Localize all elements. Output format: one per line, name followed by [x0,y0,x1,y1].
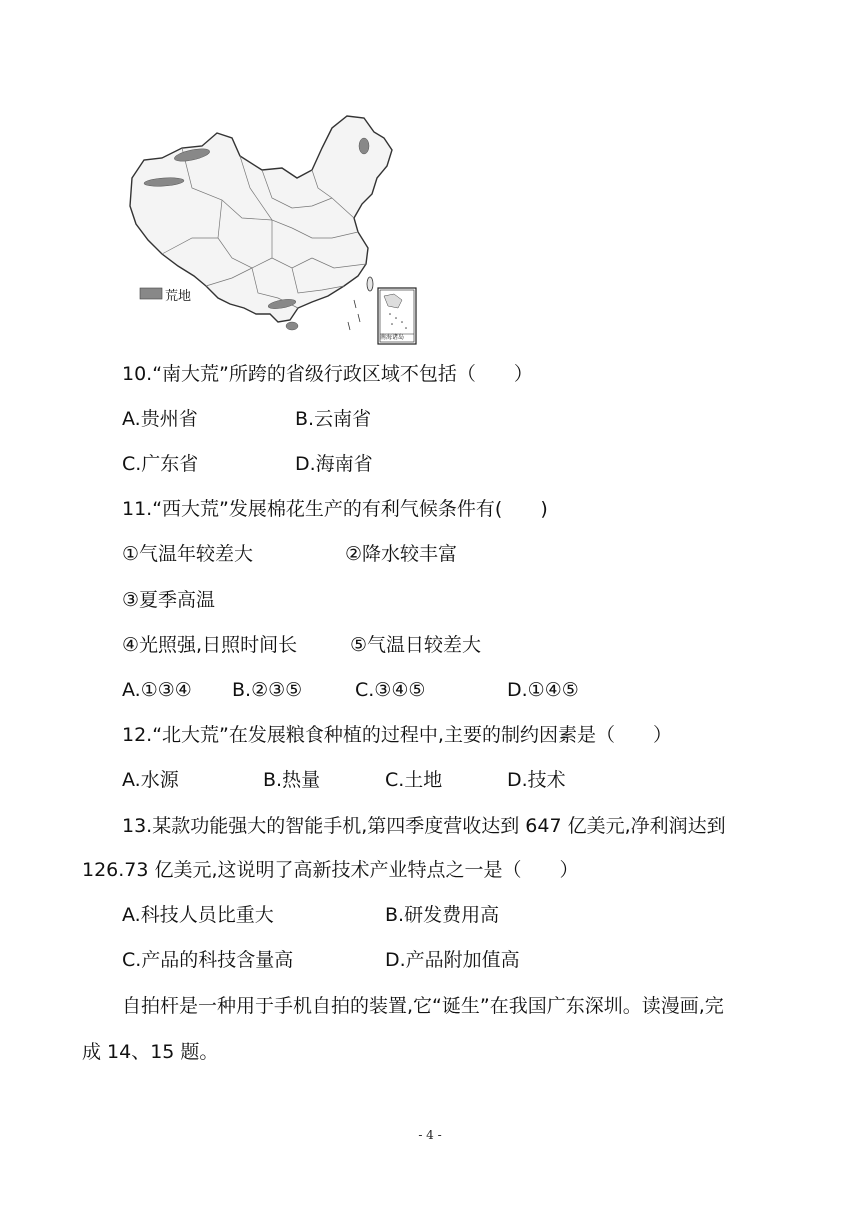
wasteland-hainan [286,322,298,330]
question-11-item-2: ②降水较丰富 [345,543,458,565]
question-10-option-b: B.云南省 [295,408,372,430]
question-11-item-5: ⑤气温日较差大 [350,634,482,656]
question-10-option-c: C.广东省 [122,453,199,475]
question-11-item-1: ①气温年较差大 [122,543,254,565]
question-12-stem: 12.“北大荒”在发展粮食种植的过程中,主要的制约因素是（ ） [122,724,672,746]
passage-line-2: 成 14、15 题。 [82,1041,219,1063]
question-13-option-b: B.研发费用高 [385,904,500,926]
question-12-option-a: A.水源 [122,769,179,791]
question-10-option-d: D.海南省 [295,453,373,475]
question-10-option-a: A.贵州省 [122,408,198,430]
question-11-stem: 11.“西大荒”发展棉花生产的有利气候条件有( ) [122,498,548,520]
wasteland-north [359,138,369,154]
question-12-option-c: C.土地 [385,769,443,791]
question-11-option-d: D.①④⑤ [507,679,579,701]
question-13-option-d: D.产品附加值高 [385,949,520,971]
question-11-item-4: ④光照强,日照时间长 [122,634,298,656]
question-11-option-b: B.②③⑤ [232,679,303,701]
page-number: - 4 - [418,1128,442,1142]
legend-label: 荒地 [165,289,192,304]
question-13-option-a: A.科技人员比重大 [122,904,274,926]
passage-line-1: 自拍杆是一种用于手机自拍的装置,它“诞生”在我国广东深圳。读漫画,完 [122,995,724,1017]
question-13-stem-line-2: 126.73 亿美元,这说明了高新技术产业特点之一是（ ） [82,859,579,881]
question-11-option-a: A.①③④ [122,679,192,701]
question-12-option-b: B.热量 [263,769,321,791]
china-wasteland-map [122,108,422,348]
inset-label: 南海诸岛 [380,334,405,341]
question-12-option-d: D.技术 [507,769,566,791]
question-13-option-c: C.产品的科技含量高 [122,949,294,971]
question-11-item-3: ③夏季高温 [122,589,216,611]
question-13-stem-line-1: 13.某款功能强大的智能手机,第四季度营收达到 647 亿美元,净利润达到 [122,815,726,837]
question-10-stem: 10.“南大荒”所跨的省级行政区域不包括（ ） [122,363,533,385]
question-11-option-c: C.③④⑤ [355,679,426,701]
legend-swatch [140,288,162,299]
